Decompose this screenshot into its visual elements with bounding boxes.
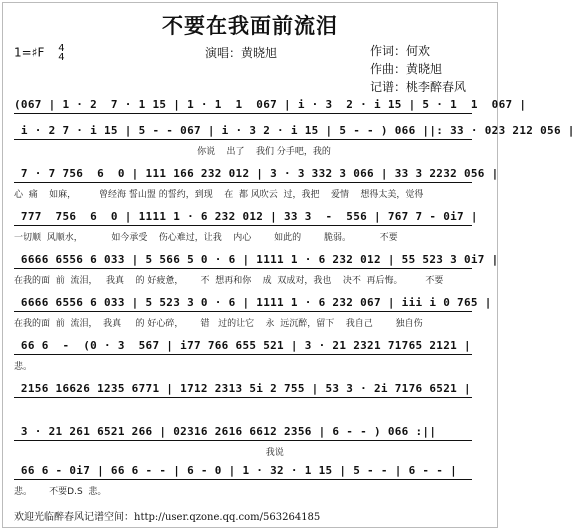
time-signature: [58, 44, 64, 62]
lyricist-credit: 作词：何欢: [370, 44, 431, 58]
key-signature: [14, 44, 65, 62]
lyric-line: 一切顺 风顺水， 如今承受 伤心难过，让我 内心 如此的 脆弱。 不要: [14, 233, 398, 243]
key-label: 1=♯F: [14, 45, 45, 60]
lyric-line: 我说: [14, 448, 284, 458]
score-system: [14, 208, 478, 250]
lyric-line: 心 痛 如麻， 曾经海 誓山盟 的誓约，到现 在 都 风吹云 过，我把 爱情 想得太美，觉得: [14, 190, 424, 200]
score-system: [14, 294, 492, 336]
score-system: [14, 423, 472, 465]
notation-line: 3 · 21 261 6521 266 | 02316 2616 6612 2356 | 6 - - ) 066 :||: [14, 425, 437, 438]
singer-credit: 演唱：黄晓旭: [205, 46, 278, 60]
score-system: [14, 122, 575, 164]
notation-line: 6666 6556 6 033 | 5 523 3 0 · 6 | 1111 1 · 6 232 067 | iii i 0 765 |: [14, 296, 492, 309]
notation-line: 66 6 - (0 · 3 567 | i77 766 655 521 | 3 · 21 2321 71765 2121 |: [14, 339, 471, 352]
time-signature-bottom: 4: [58, 52, 65, 63]
notation-line: 6666 6556 6 033 | 5 566 5 0 · 6 | 1111 1 · 6 232 012 | 55 523 3 0i7 |: [14, 253, 499, 266]
beam-line: [14, 182, 472, 183]
beam-line: [14, 225, 472, 226]
lyric-line: 你说 出了 我们 分手吧，我的: [14, 147, 331, 157]
beam-line: [14, 113, 472, 114]
beam-line: [14, 440, 472, 441]
beam-line: [14, 268, 472, 269]
transcriber-credit: 记谱：桃李醉春风: [370, 80, 467, 94]
song-title: 不要在我面前流泪: [162, 13, 338, 38]
notation-line: 777 756 6 0 | 1111 1 · 6 232 012 | 33 3 - 556 | 767 7 - 0i7 |: [14, 210, 478, 223]
score-system: [14, 337, 472, 379]
score-system: [14, 462, 472, 504]
score-system: [14, 251, 499, 293]
footer-credit: 欢迎光临醉春风记谱空间：http://user.qzone.qq.com/563264185: [14, 512, 321, 523]
beam-line: [14, 354, 472, 355]
composer-credit: 作曲：黄晓旭: [370, 62, 443, 76]
beam-line: [14, 311, 472, 312]
beam-line: [14, 479, 472, 480]
lyric-line: 在我的面 前 流泪， 我真 的 好心碎， 错 过的让它 永 远沉醉，留下 我自己 独自伤: [14, 319, 423, 329]
beam-line: [14, 397, 472, 398]
lyric-line: 悲。 不要D.S 悲。: [14, 487, 107, 497]
notation-line: 66 6 - 0i7 | 66 6 - - | 6 - 0 | 1 · 32 · 1 15 | 5 - - | 6 - - |: [14, 464, 458, 477]
score-system: [14, 165, 499, 207]
lyric-line: 在我的面 前 流泪， 我真 的 好疲惫， 不 想再和你 成 双成对，我也 决不 再后悔。 不要: [14, 276, 444, 286]
score-system: [14, 380, 472, 422]
notation-line: 7 · 7 756 6 0 | 111 166 232 012 | 3 · 3 332 3 066 | 33 3 2232 056 |: [14, 167, 499, 180]
time-signature-top: 4: [58, 43, 65, 54]
notation-line: (067 | 1 · 2 7 · 1 15 | 1 · 1 1 067 | i · 3 2 · i 15 | 5 · 1 1 067 |: [14, 98, 527, 111]
beam-line: [14, 139, 472, 140]
notation-line: i · 2 7 · i 15 | 5 - - 067 | i · 3 2 · i 15 | 5 - - ) 066 ||: 33 · 023 212 056 |: [14, 124, 575, 137]
lyric-line: 悲。: [14, 362, 33, 372]
notation-line: 2156 16626 1235 6771 | 1712 2313 5i 2 755 | 53 3 · 2i 7176 6521 |: [14, 382, 471, 395]
